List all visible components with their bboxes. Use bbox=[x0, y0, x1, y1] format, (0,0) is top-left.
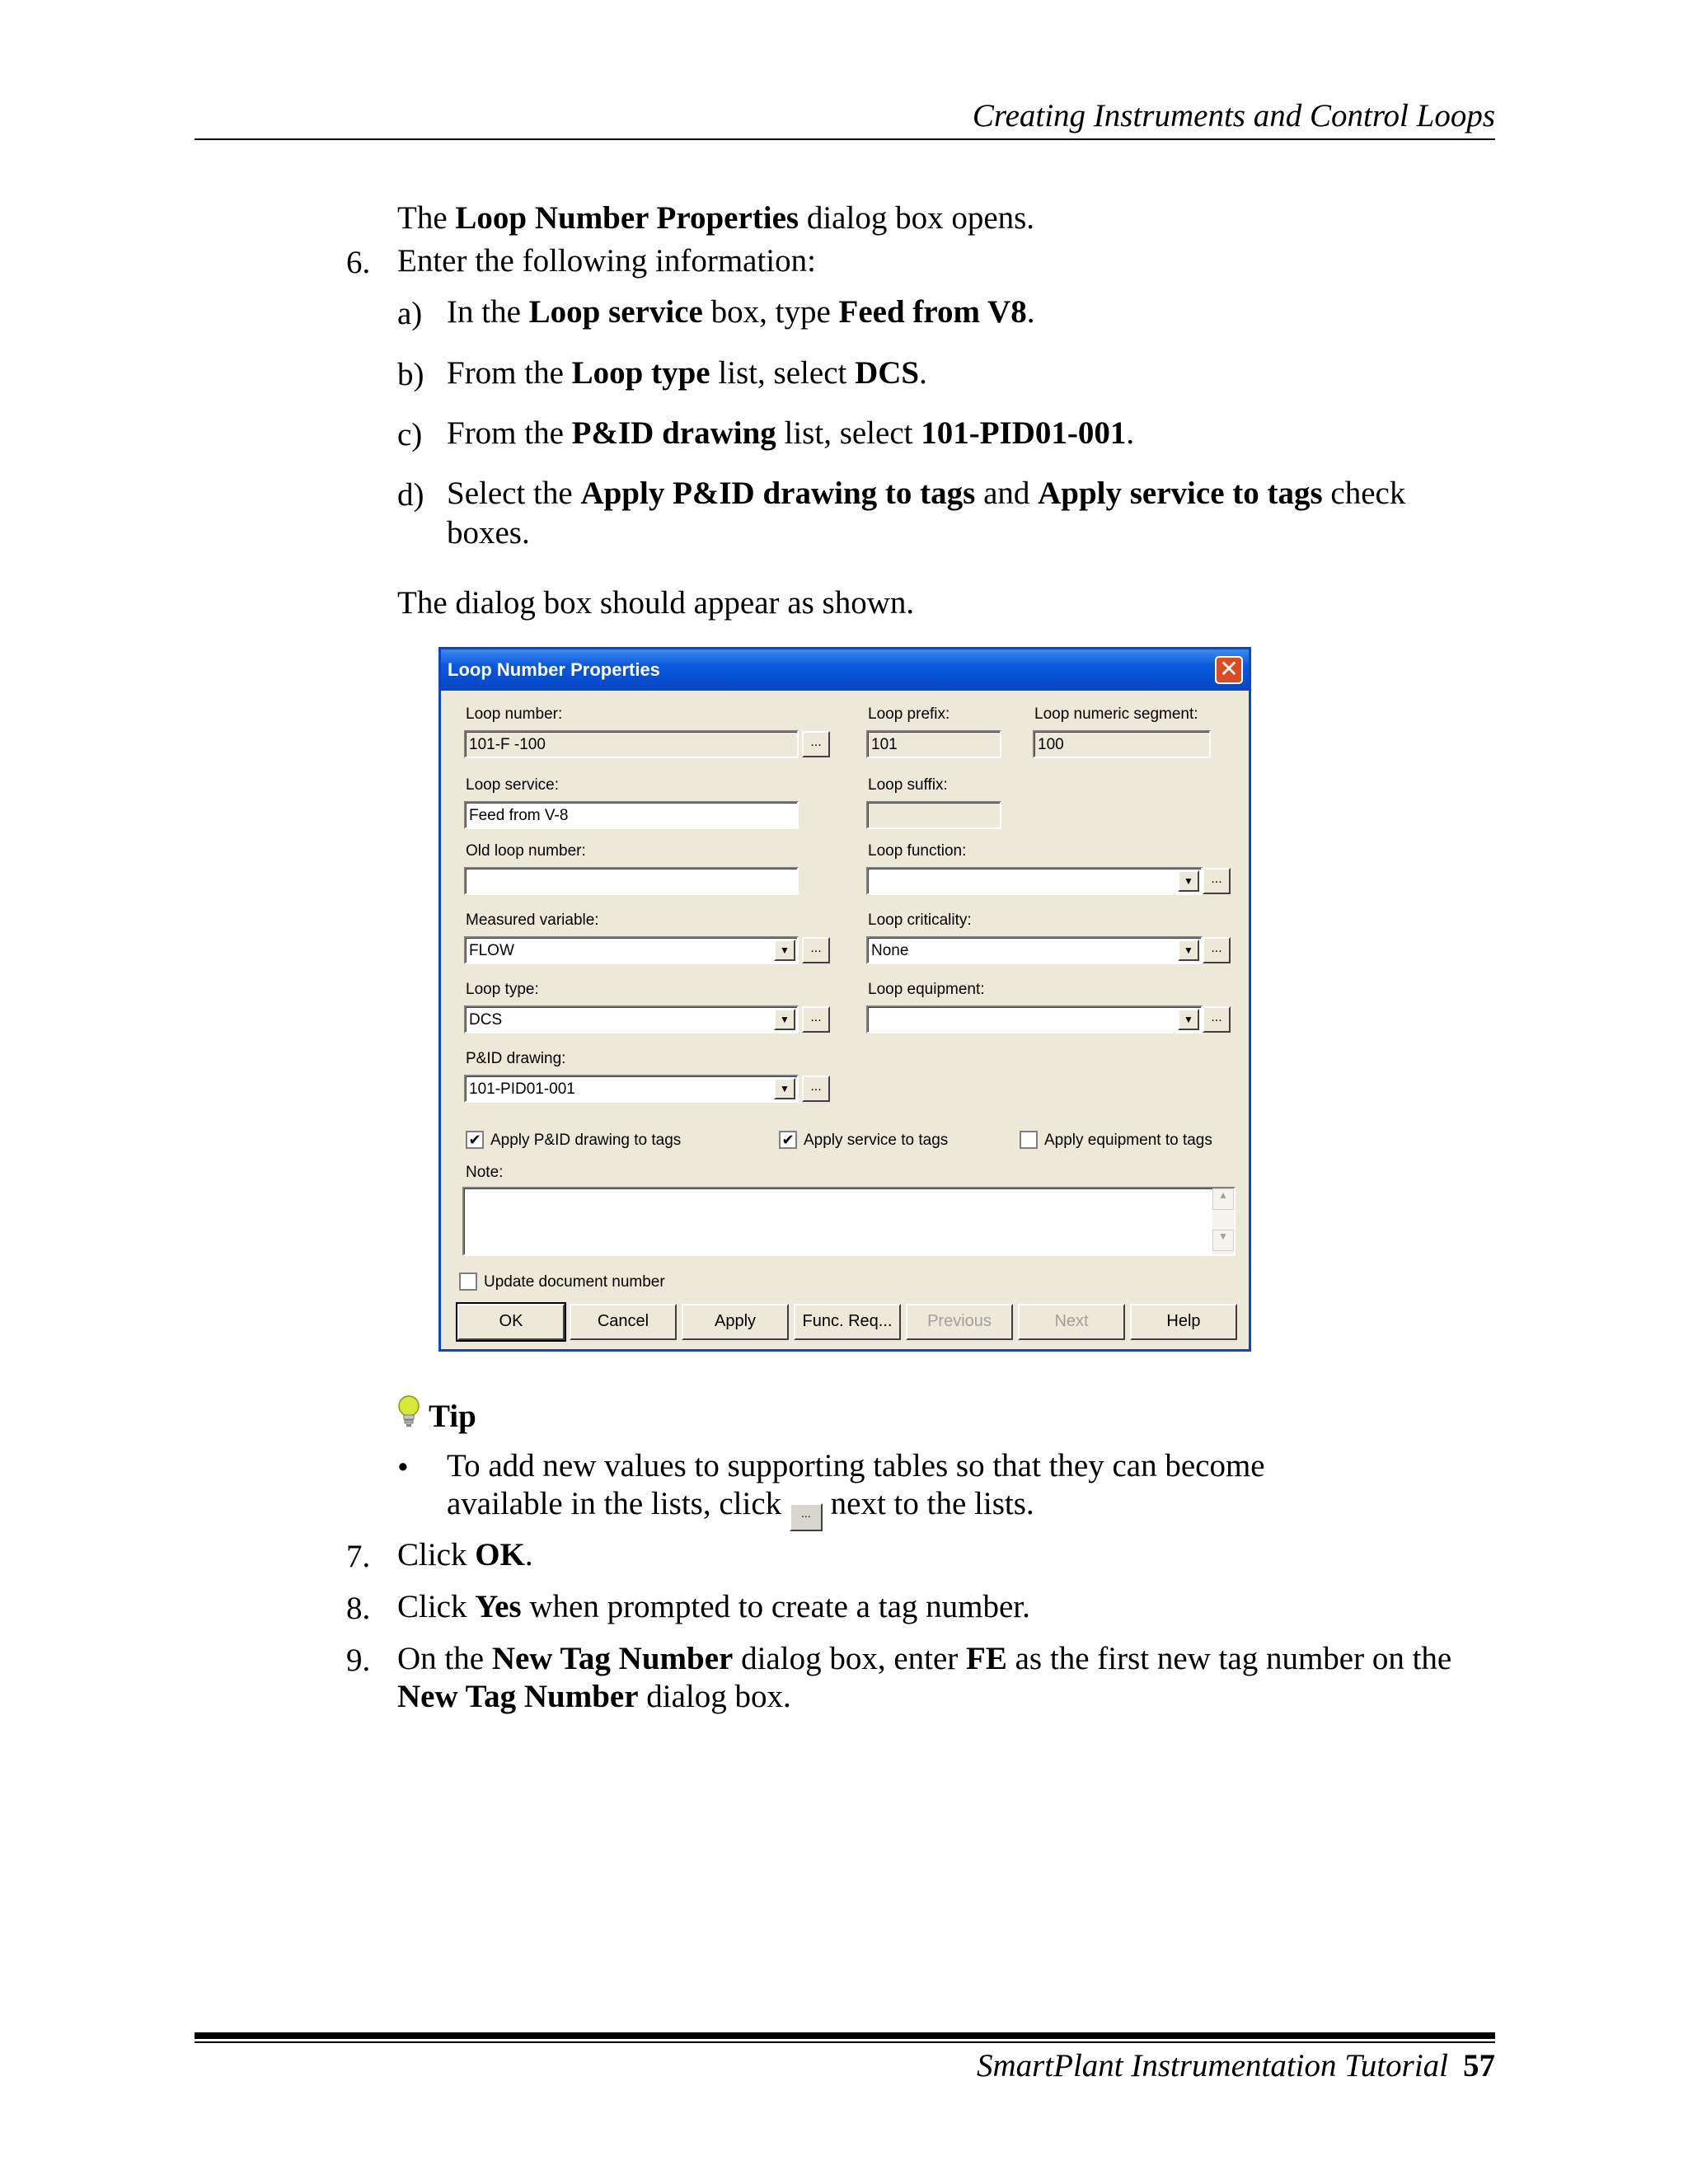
close-icon[interactable]: ✕ bbox=[1215, 656, 1243, 684]
intro-text-end: dialog box opens. bbox=[799, 200, 1035, 236]
lightbulb-icon bbox=[394, 1394, 424, 1427]
func-req-button[interactable]: Func. Req... bbox=[794, 1304, 901, 1340]
next-button[interactable]: Next bbox=[1018, 1304, 1125, 1340]
dialog-title: Loop Number Properties bbox=[448, 659, 660, 680]
tip-line-2: available in the lists, click ... next to the lists. bbox=[447, 1485, 1034, 1531]
loop-numeric-segment-field[interactable]: 100 bbox=[1033, 730, 1211, 758]
measured-variable-label: Measured variable: bbox=[466, 912, 599, 929]
apply-equipment-checkbox[interactable] bbox=[1020, 1131, 1038, 1149]
update-document-checkbox[interactable] bbox=[459, 1272, 477, 1291]
loop-type-label: Loop type: bbox=[466, 981, 539, 998]
loop-prefix-field[interactable]: 101 bbox=[866, 730, 1001, 758]
measured-variable-browse-button[interactable]: ... bbox=[802, 937, 830, 963]
apply-service-checkbox[interactable]: ✔ bbox=[779, 1131, 797, 1149]
page-number: 57 bbox=[1463, 2048, 1495, 2083]
substep-b-label: b) bbox=[397, 357, 424, 392]
tip-heading: Tip bbox=[429, 1399, 476, 1434]
loop-prefix-label: Loop prefix: bbox=[868, 705, 950, 723]
loop-suffix-field[interactable] bbox=[866, 801, 1001, 829]
apply-pid-checkbox[interactable]: ✔ bbox=[466, 1131, 484, 1149]
browse-button-icon: ... bbox=[790, 1503, 823, 1531]
step-8-number: 8. bbox=[346, 1591, 371, 1626]
dialog-titlebar bbox=[441, 649, 1249, 691]
chevron-down-icon[interactable]: ▼ bbox=[1178, 870, 1199, 892]
loop-type-select[interactable]: DCS ▼ bbox=[464, 1005, 799, 1033]
substep-c-text: From the P&ID drawing list, select 101-PID01-001. bbox=[447, 415, 1135, 451]
substep-a-label: a) bbox=[397, 296, 423, 331]
loop-suffix-label: Loop suffix: bbox=[868, 776, 948, 794]
step-7-text: Click OK. bbox=[397, 1537, 533, 1572]
help-button[interactable]: Help bbox=[1130, 1304, 1237, 1340]
tip-line-1: To add new values to supporting tables so that they can become bbox=[447, 1448, 1265, 1483]
substep-b-text: From the Loop type list, select DCS. bbox=[447, 355, 927, 391]
substep-c-label: c) bbox=[397, 417, 423, 452]
pid-drawing-browse-button[interactable]: ... bbox=[802, 1076, 830, 1102]
substep-d-text-line2: boxes. bbox=[447, 515, 530, 551]
pid-drawing-label: P&ID drawing: bbox=[466, 1050, 566, 1067]
substep-d-text: Select the Apply P&ID drawing to tags and Apply service to tags check bbox=[447, 476, 1406, 511]
step-9-number: 9. bbox=[346, 1643, 371, 1678]
cancel-button[interactable]: Cancel bbox=[570, 1304, 677, 1340]
footer-title: SmartPlant Instrumentation Tutorial bbox=[976, 2048, 1448, 2083]
running-footer bbox=[195, 2047, 1495, 2084]
scroll-down-icon[interactable]: ▼ bbox=[1212, 1230, 1234, 1251]
loop-number-properties-dialog bbox=[438, 647, 1251, 1352]
loop-equipment-label: Loop equipment: bbox=[868, 981, 985, 998]
note-label: Note: bbox=[466, 1164, 504, 1181]
dialog-caption: The dialog box should appear as shown. bbox=[397, 585, 915, 621]
intro-paragraph bbox=[397, 199, 1034, 237]
apply-equipment-label: Apply equipment to tags bbox=[1044, 1132, 1212, 1149]
intro-text: The bbox=[397, 200, 456, 236]
loop-number-browse-button[interactable]: ... bbox=[802, 731, 830, 757]
footer-rule-thin bbox=[195, 2041, 1495, 2043]
chevron-down-icon[interactable]: ▼ bbox=[1178, 940, 1199, 961]
loop-criticality-label: Loop criticality: bbox=[868, 912, 972, 929]
running-header: Creating Instruments and Control Loops bbox=[972, 98, 1495, 134]
loop-equipment-browse-button[interactable]: ... bbox=[1203, 1006, 1231, 1033]
header-rule bbox=[195, 138, 1495, 140]
step-6-number: 6. bbox=[346, 245, 371, 280]
scroll-up-icon[interactable]: ▲ bbox=[1212, 1188, 1234, 1210]
apply-service-label: Apply service to tags bbox=[804, 1132, 949, 1149]
chevron-down-icon[interactable]: ▼ bbox=[1178, 1009, 1199, 1030]
apply-button[interactable]: Apply bbox=[682, 1304, 789, 1340]
loop-equipment-select[interactable] bbox=[866, 1005, 1203, 1033]
previous-button[interactable]: Previous bbox=[906, 1304, 1013, 1340]
substep-a-text: In the Loop service box, type Feed from V8. bbox=[447, 294, 1035, 330]
loop-number-label: Loop number: bbox=[466, 705, 563, 723]
measured-variable-select[interactable]: FLOW ▼ bbox=[464, 936, 799, 964]
tip-bullet: • bbox=[397, 1450, 409, 1485]
loop-numeric-segment-label: Loop numeric segment: bbox=[1034, 705, 1198, 723]
step-7-number: 7. bbox=[346, 1539, 371, 1574]
loop-service-input[interactable]: Feed from V-8 bbox=[464, 801, 799, 829]
loop-service-label: Loop service: bbox=[466, 776, 560, 794]
footer-rule bbox=[195, 2032, 1495, 2039]
note-scrollbar[interactable] bbox=[1212, 1188, 1234, 1254]
loop-function-select[interactable] bbox=[866, 867, 1203, 895]
chevron-down-icon[interactable]: ▼ bbox=[774, 1009, 795, 1030]
intro-bold: Loop Number Properties bbox=[455, 200, 799, 236]
chevron-down-icon[interactable]: ▼ bbox=[774, 940, 795, 961]
loop-number-field[interactable]: 101-F -100 bbox=[464, 730, 799, 758]
loop-criticality-select[interactable]: None ▼ bbox=[866, 936, 1203, 964]
substep-d-label: d) bbox=[397, 477, 424, 513]
apply-pid-label: Apply P&ID drawing to tags bbox=[490, 1132, 682, 1149]
old-loop-number-label: Old loop number: bbox=[466, 842, 586, 860]
note-textarea[interactable] bbox=[462, 1187, 1236, 1256]
step-8-text: Click Yes when prompted to create a tag number. bbox=[397, 1589, 1030, 1624]
pid-drawing-select[interactable]: 101-PID01-001 ▼ bbox=[464, 1075, 799, 1103]
old-loop-number-input[interactable] bbox=[464, 867, 799, 895]
chevron-down-icon[interactable]: ▼ bbox=[774, 1078, 795, 1099]
step-9-text: On the New Tag Number dialog box, enter FE as the first new tag number on the bbox=[397, 1641, 1452, 1676]
ok-button[interactable]: OK bbox=[457, 1304, 565, 1340]
loop-criticality-browse-button[interactable]: ... bbox=[1203, 937, 1231, 963]
loop-function-label: Loop function: bbox=[868, 842, 967, 860]
update-document-label: Update document number bbox=[484, 1273, 665, 1291]
step-9-text-line2: New Tag Number dialog box. bbox=[397, 1679, 791, 1714]
loop-type-browse-button[interactable]: ... bbox=[802, 1006, 830, 1033]
loop-function-browse-button[interactable]: ... bbox=[1203, 868, 1231, 894]
step-6-text: Enter the following information: bbox=[397, 243, 816, 279]
